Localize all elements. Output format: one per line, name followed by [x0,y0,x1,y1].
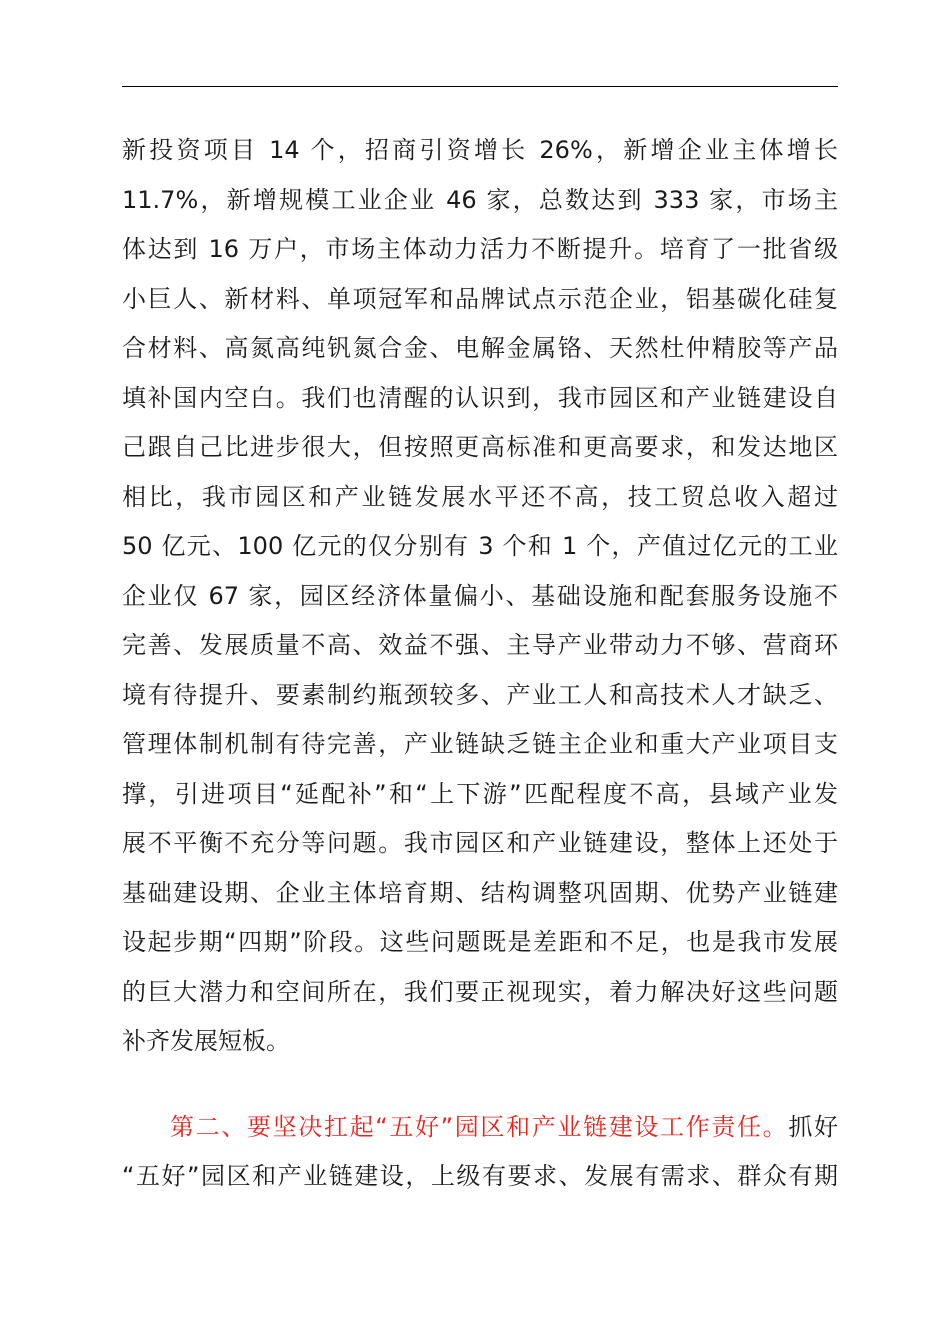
text-line: 11.7%，新增规模工业企业 46 家，总数达到 333 家，市场主 [122,185,838,214]
paragraph-gap [122,1067,838,1103]
text-line: 展不平衡不充分等问题。我市园区和产业链建设，整体上还处于 [122,829,838,857]
text-line: 小巨人、新材料、单项冠军和品牌试点示范企业，铝基碳化硅复 [122,284,838,313]
text-line: 体达到 16 万户，市场主体动力活力不断提升。培育了一批省级 [122,235,838,263]
document-body [122,126,838,1202]
text-line: 合材料、高氮高纯钒氮合金、电解金属铬、天然杜仲精胶等产品 [122,334,838,362]
text-line: 管理体制机制有待完善，产业链缺乏链主企业和重大产业项目支 [122,730,838,758]
text-line: 撑，引进项目“延配补”和“上下游”匹配程度不高，县域产业发 [122,779,838,808]
text-line: 企业仅 67 家，园区经济体量偏小、基础设施和配套服务设施不 [122,581,838,610]
paragraph-2 [122,1103,838,1202]
text-run: 抓好 [788,1112,838,1141]
text-line: 填补国内空白。我们也清醒的认识到，我市园区和产业链建设自 [122,383,838,412]
paragraph-1 [122,126,838,1067]
text-line: 的巨大潜力和空间所在，我们要正视现实，着力解决好这些问题 [122,977,838,1006]
text-line: 己跟自己比进步很大，但按照更高标准和更高要求，和发达地区 [122,433,838,461]
text-line: 设起步期“四期”阶段。这些问题既是差距和不足，也是我市发展 [122,928,838,956]
section-heading: 第二、要坚决扛起“五好”园区和产业链建设工作责任。 [170,1112,789,1141]
text-line: “五好”园区和产业链建设，上级有要求、发展有需求、群众有期 [122,1162,838,1190]
text-line: 新投资项目 14 个，招商引资增长 26%，新增企业主体增长 [122,136,838,164]
text-line: 完善、发展质量不高、效益不强、主导产业带动力不够、营商环 [122,631,838,659]
text-line: 补齐发展短板。 [122,1027,290,1055]
text-line: 50 亿元、100 亿元的仅分别有 3 个和 1 个，产值过亿元的工业 [122,532,838,560]
header-rule [122,86,838,87]
text-line: 境有待提升、要素制约瓶颈较多、产业工人和高技术人才缺乏、 [122,680,838,709]
text-line [122,1103,838,1153]
text-line: 基础建设期、企业主体培育期、结构调整巩固期、优势产业链建 [122,878,838,907]
text-line: 相比，我市园区和产业链发展水平还不高，技工贸总收入超过 [122,482,838,511]
